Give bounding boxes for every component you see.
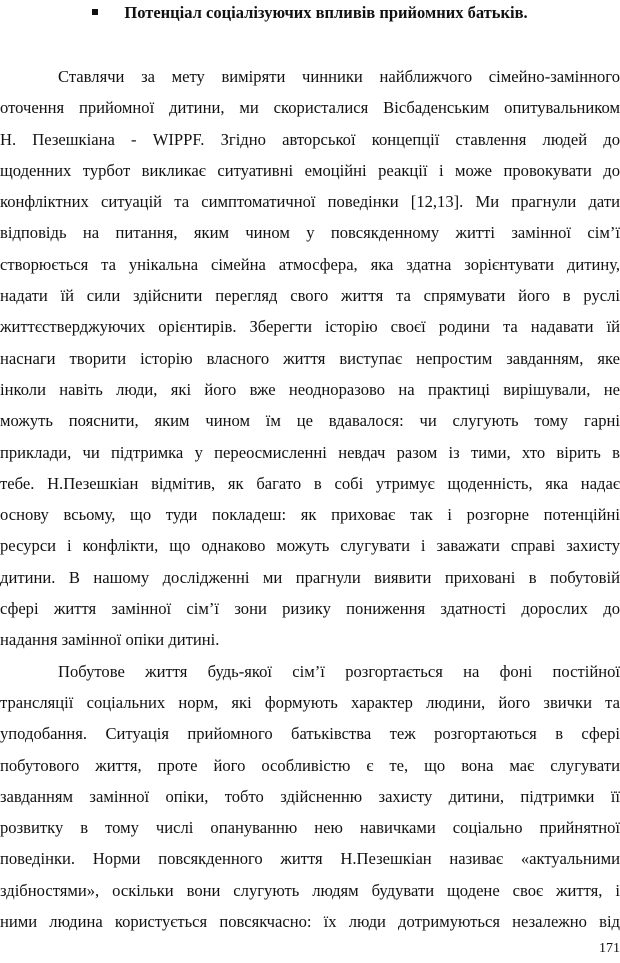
text-line: життєстверджуючих орієнтирів. Зберегти історію своєї родини та надавати їй (0, 317, 620, 337)
text-line: надати їй сили здійснити перегляд свого життя та спрямувати його в руслі (0, 286, 620, 306)
text-line: поведінки. Норми повсякденного життя Н.Пезешкіан називає «актуальними (0, 849, 620, 869)
page-number: 171 (599, 941, 620, 956)
text-line: тебе. Н.Пезешкіан відмітив, як багато в собі утримує щоденність, яка надає (0, 473, 620, 493)
text-line: сфері життя замінної сім’ї зони ризику пониження здатності дорослих до (0, 599, 620, 619)
text-line: конфліктних ситуацій та симптоматичної поведінки [12,13]. Ми прагнули дати (0, 192, 620, 212)
section-heading-text: Потенціал соціалізуючих впливів прийомних батьків. (124, 3, 528, 22)
text-line: Н. Пезешкіана - WIPPF. Згідно авторської концепції ставлення людей до (0, 129, 620, 149)
text-line: оточення прийомної дитини, ми скористалися Вісбаденським опитувальником (0, 98, 620, 118)
text-line: ними людина користується повсякчасно: їх люди дотримуються незалежно від (0, 912, 620, 932)
text-line: Ставлячи за мету виміряти чинники найближчого сімейно-замінного (58, 67, 620, 86)
text-line: завданням замінної опіки, тобто здійсненню захисту дитини, підтримки її (0, 786, 620, 806)
square-bullet-icon (92, 9, 98, 15)
text-line: інколи навіть люди, які його вже неодноразово на практиці вирішували, не (0, 379, 620, 399)
text-line: трансляції соціальних норм, які формують характер людини, його звички та (0, 692, 620, 712)
text-line: уподобання. Ситуація прийомного батьківства теж розгортаються в сфері (0, 724, 620, 744)
text-line: розвитку в тому числі опануванню нею навичками соціально прийнятної (0, 818, 620, 838)
text-line: ресурси і конфлікти, що однаково можуть слугувати і заважати справі захисту (0, 536, 620, 556)
text-line: надання замінної опіки дитині. (0, 630, 220, 650)
text-line: побутового життя, проте його особливістю є те, що вона має слугувати (0, 755, 620, 775)
text-line: приклади, чи підтримка у переосмисленні невдач разом із тими, хто вірить в (0, 442, 620, 462)
text-line: наснаги творити історію власного життя виступає непростим завданням, яке (0, 348, 620, 368)
text-line: Побутове життя будь-якої сім’ї розгортається на фоні постійної (58, 661, 620, 681)
body-text (0, 61, 620, 937)
text-line: дитини. В нашому дослідженні ми прагнули виявити приховані в побутовій (0, 567, 620, 587)
text-line: створюється та унікальна сімейна атмосфера, яка здатна зорієнтувати дитину, (0, 254, 620, 274)
text-line: можуть пояснити, яким чином їм це вдавалося: чи слугують тому гарні (0, 411, 620, 431)
text-line: основу всьому, що туди покладеш: як приховає так і розгорне потенційні (0, 505, 620, 525)
text-line: здібностями», оскільки вони слугують людям будувати щодене своє життя, і (0, 880, 620, 900)
section-heading (0, 2, 620, 24)
text-line: щоденних турбот викликає ситуативні емоційні реакції і може провокувати до (0, 160, 620, 180)
text-line: відповідь на питання, яким чином у повсякденному житті замінної сім’ї (0, 223, 620, 243)
